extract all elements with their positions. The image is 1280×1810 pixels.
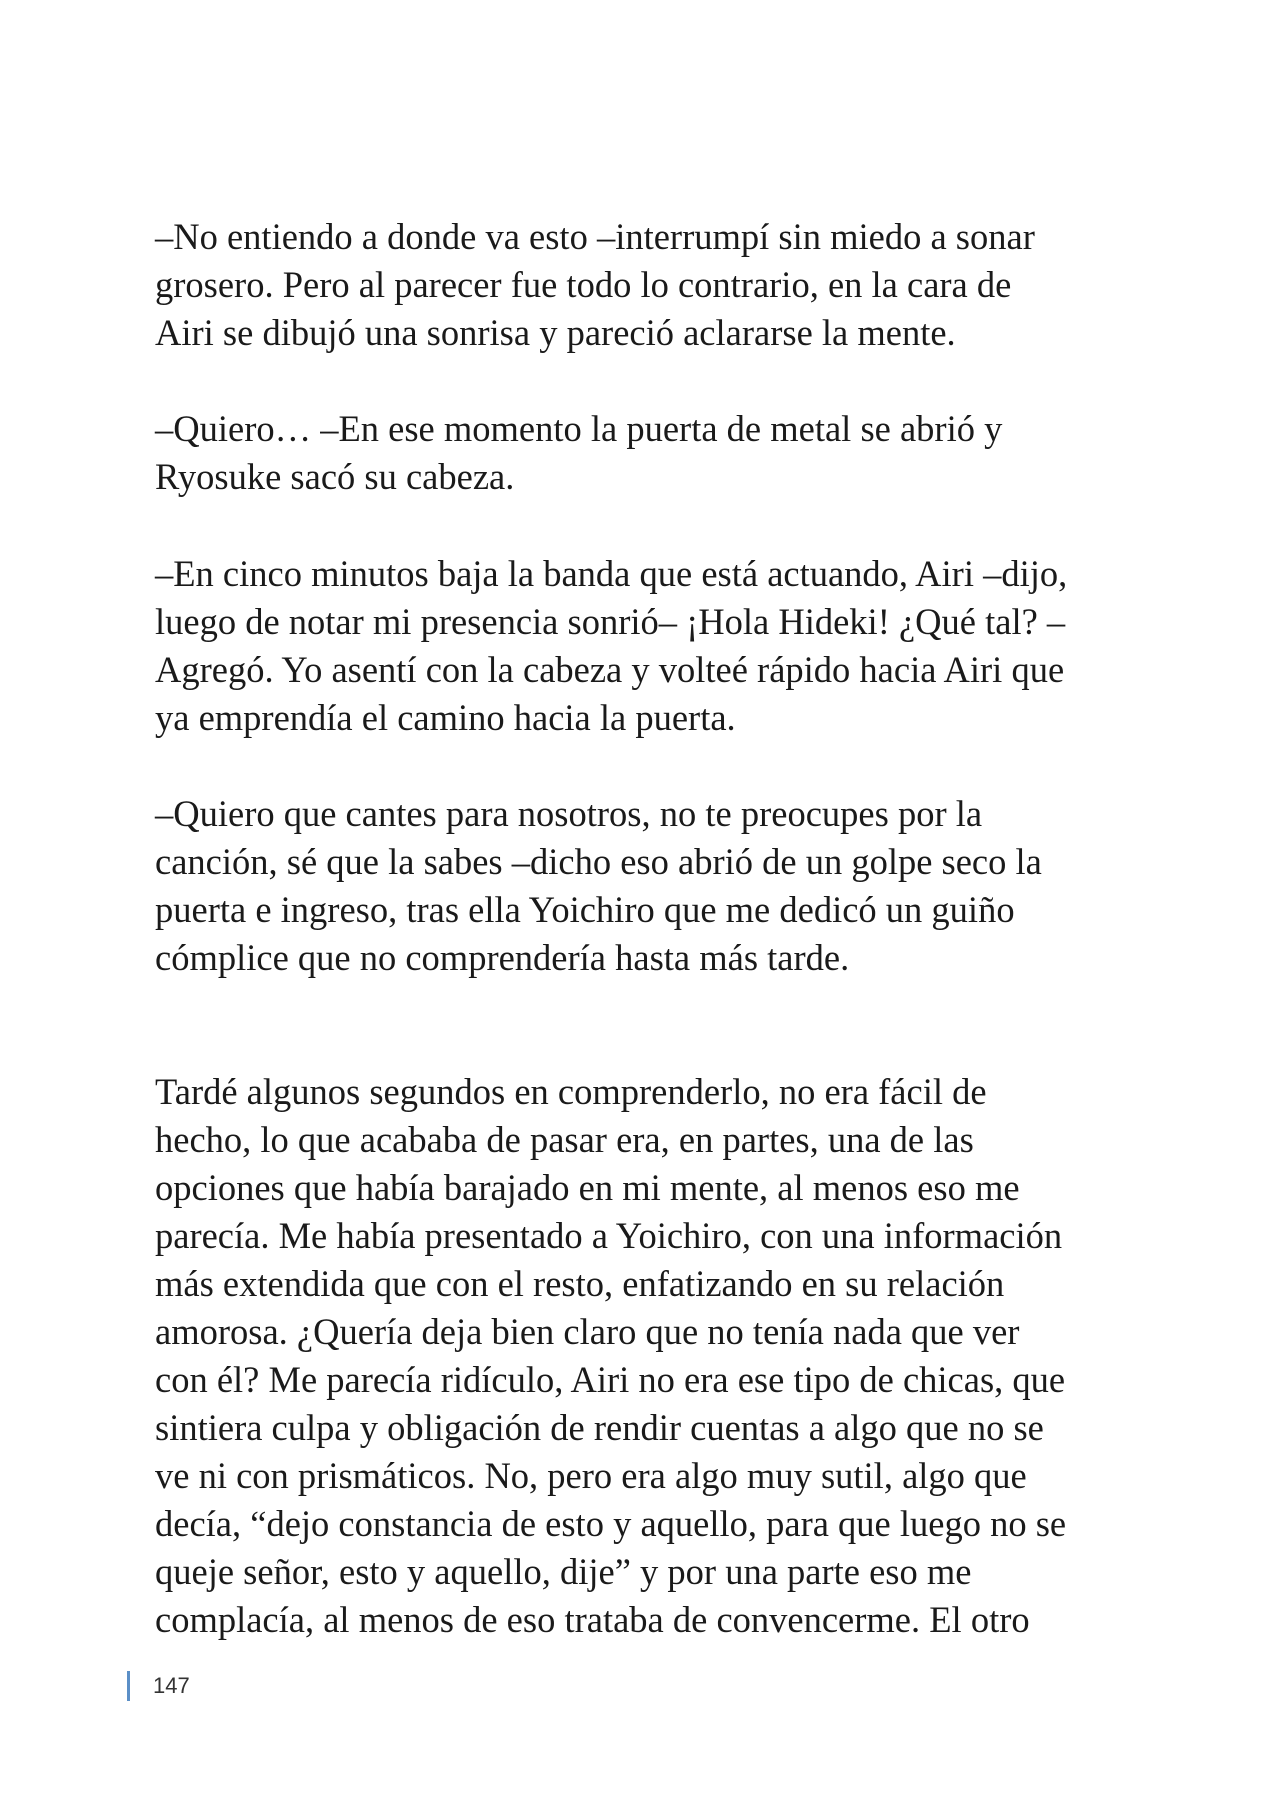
text-line: Ryosuke sacó su cabeza. <box>155 456 515 497</box>
paragraph-4 <box>155 790 1155 982</box>
text-line: ve ni con prismáticos. No, pero era algo muy sutil, algo que <box>155 1455 1027 1496</box>
text-line: –No entiendo a donde va esto –interrumpí sin miedo a sonar <box>155 216 1035 257</box>
text-line: –En cinco minutos baja la banda que está actuando, Airi –dijo, <box>155 553 1068 594</box>
text-line: opciones que había barajado en mi mente, al menos eso me <box>155 1167 1020 1208</box>
text-line: con él? Me parecía ridículo, Airi no era ese tipo de chicas, que <box>155 1359 1066 1400</box>
text-line: amorosa. ¿Quería deja bien claro que no tenía nada que ver <box>155 1311 1020 1352</box>
text-line: Agregó. Yo asentí con la cabeza y volteé rápido hacia Airi que <box>155 649 1065 690</box>
paragraph-2 <box>155 405 1155 501</box>
text-line: parecía. Me había presentado a Yoichiro, con una información <box>155 1215 1063 1256</box>
text-line: decía, “dejo constancia de esto y aquello, para que luego no se <box>155 1503 1067 1544</box>
text-line: queje señor, esto y aquello, dije” y por una parte eso me <box>155 1551 972 1592</box>
text-line: –Quiero… –En ese momento la puerta de metal se abrió y <box>155 408 1003 449</box>
footer-accent-rule <box>127 1671 130 1701</box>
text-line: puerta e ingreso, tras ella Yoichiro que me dedicó un guiño <box>155 889 1015 930</box>
text-line: complacía, al menos de eso trataba de convencerme. El otro <box>155 1599 1030 1640</box>
text-line: grosero. Pero al parecer fue todo lo contrario, en la cara de <box>155 264 1012 305</box>
paragraph-3 <box>155 550 1155 742</box>
text-line: canción, sé que la sabes –dicho eso abrió de un golpe seco la <box>155 841 1042 882</box>
paragraph-5 <box>155 1068 1155 1644</box>
text-line: cómplice que no comprendería hasta más tarde. <box>155 937 850 978</box>
text-line: –Quiero que cantes para nosotros, no te preocupes por la <box>155 793 983 834</box>
text-line: hecho, lo que acababa de pasar era, en partes, una de las <box>155 1119 974 1160</box>
text-line: Tardé algunos segundos en comprenderlo, no era fácil de <box>155 1071 987 1112</box>
text-line: Airi se dibujó una sonrisa y pareció aclararse la mente. <box>155 312 956 353</box>
paragraph-1 <box>155 213 1155 357</box>
text-line: sintiera culpa y obligación de rendir cuentas a algo que no se <box>155 1407 1044 1448</box>
page-number: 147 <box>153 1673 190 1698</box>
text-line: ya emprendía el camino hacia la puerta. <box>155 697 736 738</box>
text-line: luego de notar mi presencia sonrió– ¡Hola Hideki! ¿Qué tal? – <box>155 601 1066 642</box>
text-line: más extendida que con el resto, enfatizando en su relación <box>155 1263 1005 1304</box>
